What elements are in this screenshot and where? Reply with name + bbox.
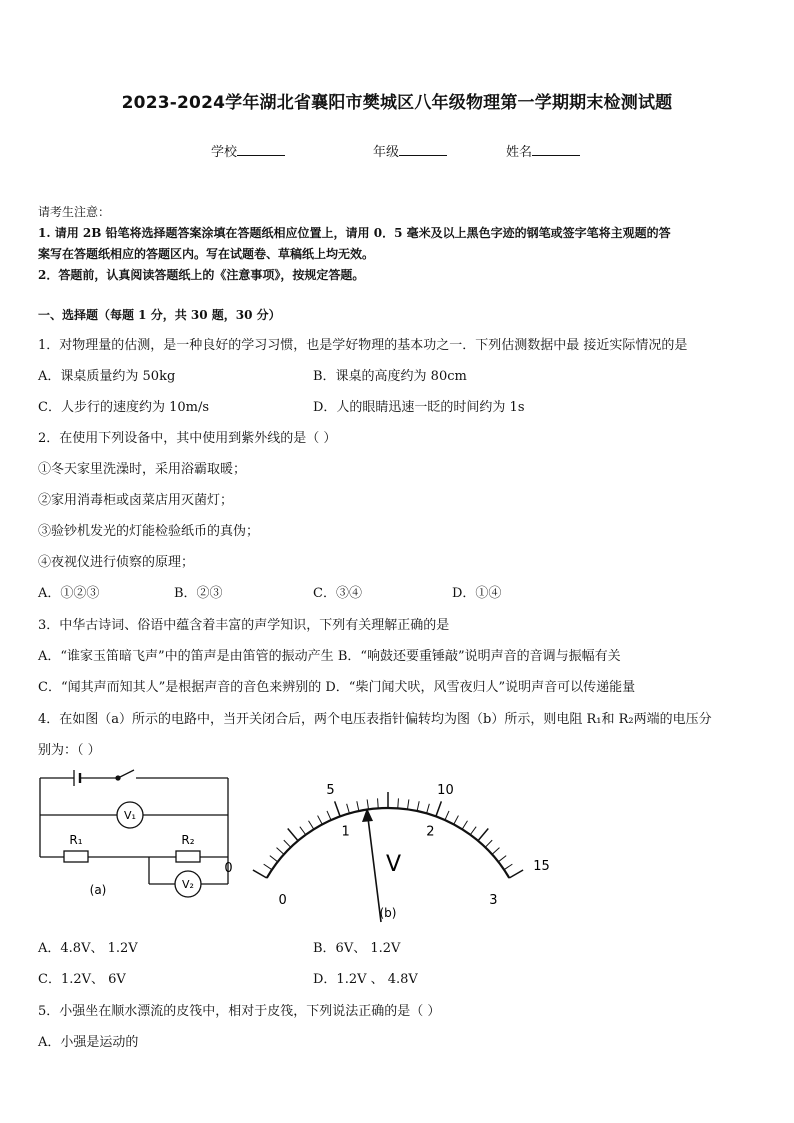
v1-label: V₁ bbox=[124, 809, 136, 822]
dial-minor-tick bbox=[407, 799, 408, 809]
q4-stem-line2: 别为：（ ） bbox=[38, 743, 101, 758]
dial-minor-tick bbox=[492, 848, 499, 855]
q4-option-d: D．1.2V 、 4.8V bbox=[313, 972, 418, 987]
dial-minor-tick bbox=[462, 821, 467, 829]
voltmeter-dial bbox=[224, 766, 550, 928]
q2-item1: ①冬天家里洗澡时，采用浴霸取暖； bbox=[38, 462, 247, 477]
dial-minor-tick bbox=[309, 821, 314, 829]
q2-option-c: C．③④ bbox=[313, 586, 362, 601]
dial-inner-label: 1 bbox=[341, 824, 350, 840]
q2-option-b: B．②③ bbox=[174, 586, 223, 601]
r1-label: R₁ bbox=[69, 833, 83, 847]
dial-major-tick bbox=[335, 801, 340, 816]
dial-minor-tick bbox=[270, 856, 278, 862]
dial-minor-tick bbox=[284, 840, 291, 847]
dial-minor-tick bbox=[357, 801, 359, 811]
q4-stem-line1: 4．在如图（a）所示的电路中，当开关闭合后，两个电压表指针偏转均为图（b）所示，则电阻 R₁和 R₂两端的电压分 bbox=[38, 712, 712, 727]
dial-minor-tick bbox=[454, 816, 459, 825]
name-blank bbox=[532, 143, 580, 156]
figure-a-caption: (a) bbox=[89, 883, 107, 897]
dial-inner-label: 2 bbox=[426, 824, 435, 840]
notice-item2: 2．答题前，认真阅读答题纸上的《注意事项》，按规定答题。 bbox=[38, 268, 365, 282]
dial-inner-label: 3 bbox=[489, 893, 498, 908]
dial-minor-tick bbox=[277, 848, 284, 855]
r1-resistor bbox=[64, 851, 88, 862]
q4-option-b: B．6V、 1.2V bbox=[313, 941, 401, 956]
circuit-diagram bbox=[36, 766, 236, 901]
dial-minor-tick bbox=[485, 840, 492, 847]
q3-options-ab: A．“谁家玉笛暗飞声”中的笛声是由笛管的振动产生 B．“响鼓还要重锤敲”说明声音的音调与振幅有关 bbox=[38, 649, 621, 664]
switch-lever bbox=[118, 770, 134, 778]
grade-blank bbox=[399, 143, 447, 156]
q4-option-c: C．1.2V、 6V bbox=[38, 972, 126, 987]
q4-option-a: A．4.8V、 1.2V bbox=[38, 941, 138, 956]
q1-option-b: B．课桌的高度约为 80cm bbox=[313, 369, 467, 384]
q2-stem: 2．在使用下列设备中，其中使用到紫外线的是（ ） bbox=[38, 431, 337, 446]
dial-minor-tick bbox=[427, 804, 430, 814]
figure-b-caption: (b) bbox=[379, 906, 397, 920]
r2-label: R₂ bbox=[181, 833, 195, 847]
name-label: 姓名 bbox=[506, 145, 533, 160]
school-label: 学校 bbox=[211, 145, 238, 160]
dial-major-tick bbox=[288, 828, 298, 840]
dial-major-tick bbox=[509, 870, 523, 878]
q1-stem: 1．对物理量的估测，是一种良好的学习习惯，也是学好物理的基本功之一．下列估测数据中最 接近实际情况的是 bbox=[38, 338, 688, 353]
dial-minor-tick bbox=[264, 864, 272, 870]
dial-minor-tick bbox=[445, 811, 449, 820]
dial-minor-tick bbox=[347, 804, 350, 814]
q1-option-c: C．人步行的速度约为 10m/s bbox=[38, 400, 209, 415]
grade-label: 年级 bbox=[373, 145, 400, 160]
q1-option-a: A．课桌质量约为 50kg bbox=[38, 369, 176, 384]
dial-outer-label: 10 bbox=[437, 783, 454, 799]
q2-option-d: D．①④ bbox=[452, 586, 502, 601]
dial-minor-tick bbox=[327, 811, 331, 820]
q5-stem: 5．小强坐在顺水漂流的皮筏中，相对于皮筏，下列说法正确的是（ ） bbox=[38, 1004, 441, 1019]
dial-outer-label: 0 bbox=[224, 861, 233, 876]
dial-major-tick bbox=[478, 828, 488, 840]
q3-options-cd: C．“闻其声而知其人”是根据声音的音色来辨别的 D．“柴门闻犬吠，风雪夜归人”说明声音可以传递能量 bbox=[38, 680, 636, 695]
q2-item4: ④夜视仪进行侦察的原理； bbox=[38, 555, 195, 570]
grade-field bbox=[373, 141, 447, 160]
dial-inner-label: 0 bbox=[278, 893, 287, 908]
dial-major-tick bbox=[436, 801, 441, 816]
dial-minor-tick bbox=[504, 864, 512, 870]
school-field bbox=[211, 141, 285, 160]
dial-unit: V bbox=[386, 852, 402, 877]
dial-minor-tick bbox=[378, 798, 379, 808]
q1-option-d: D．人的眼睛迅速一眨的时间约为 1s bbox=[313, 400, 525, 415]
notice-item1-line2: 案写在答题纸相应的答题区内。写在试题卷、草稿纸上均无效。 bbox=[38, 247, 375, 261]
dial-minor-tick bbox=[367, 799, 368, 809]
v2-label: V₂ bbox=[182, 878, 194, 891]
dial-minor-tick bbox=[318, 816, 323, 825]
dial-outer-label: 15 bbox=[533, 859, 550, 874]
dial-minor-tick bbox=[398, 798, 399, 808]
q2-item2: ②家用消毒柜或卤菜店用灭菌灯； bbox=[38, 493, 234, 508]
q3-stem: 3．中华古诗词、俗语中蕴含着丰富的声学知识，下列有关理解正确的是 bbox=[38, 618, 450, 633]
dial-minor-tick bbox=[470, 827, 476, 835]
q5-option-a: A．小强是运动的 bbox=[38, 1035, 139, 1050]
dial-outer-label: 5 bbox=[326, 783, 335, 799]
q2-item3: ③验钞机发光的灯能检验纸币的真伪； bbox=[38, 524, 260, 539]
q2-option-a: A．①②③ bbox=[38, 586, 100, 601]
dial-major-tick bbox=[253, 870, 267, 878]
dial-minor-tick bbox=[498, 856, 506, 862]
page-title: 2023-2024学年湖北省襄阳市樊城区八年级物理第一学期期末检测试题 bbox=[121, 93, 673, 113]
school-blank bbox=[237, 143, 285, 156]
r2-resistor bbox=[176, 851, 200, 862]
dial-minor-tick bbox=[417, 801, 419, 811]
name-field bbox=[506, 141, 580, 160]
dial-minor-tick bbox=[300, 827, 306, 835]
notice-item1-line1: 1. 请用 2B 铅笔将选择题答案涂填在答题纸相应位置上，请用 0．5 毫米及以上黑色字迹的钢笔或签字笔将主观题的答 bbox=[38, 226, 671, 240]
notice-heading: 请考生注意： bbox=[38, 205, 111, 219]
section-heading: 一、选择题（每题 1 分，共 30 题，30 分） bbox=[38, 308, 281, 322]
